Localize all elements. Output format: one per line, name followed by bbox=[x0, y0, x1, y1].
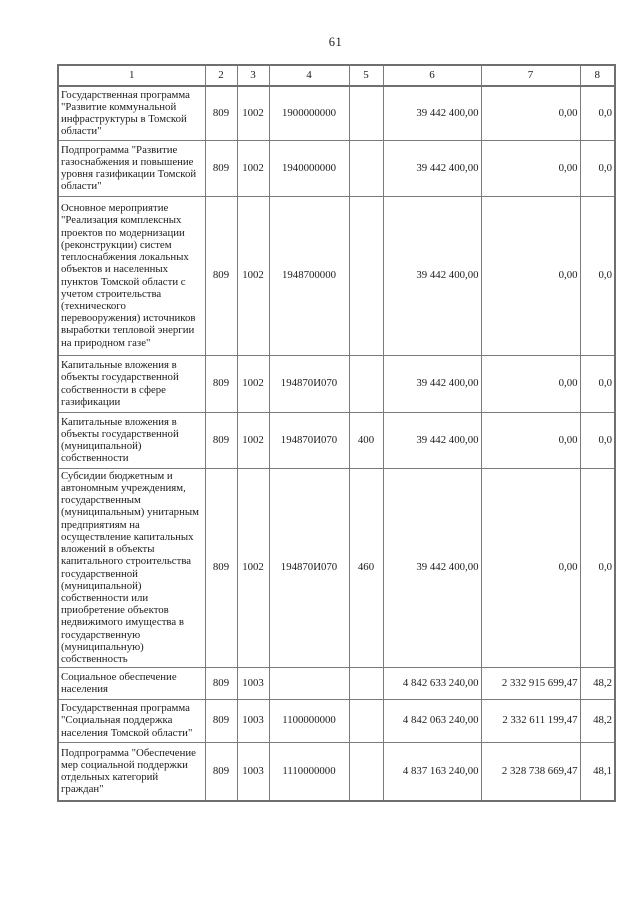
row-title-cell: Капитальные вложения в объекты государственной собственности в сфере газификации bbox=[58, 355, 205, 412]
cell-col3: 1003 bbox=[237, 742, 269, 801]
cell-col6: 39 442 400,00 bbox=[383, 412, 481, 468]
cell-col7: 0,00 bbox=[481, 468, 580, 667]
budget-table bbox=[57, 64, 616, 802]
cell-col2: 809 bbox=[205, 412, 237, 468]
cell-col6: 39 442 400,00 bbox=[383, 355, 481, 412]
cell-col5 bbox=[349, 355, 383, 412]
cell-col7: 2 332 611 199,47 bbox=[481, 699, 580, 742]
cell-col4: 194870И070 bbox=[269, 412, 349, 468]
header-col6: 6 bbox=[383, 65, 481, 86]
cell-col4: 1110000000 bbox=[269, 742, 349, 801]
row-title-cell: Капитальные вложения в объекты государственной (муниципальной) собственности bbox=[58, 412, 205, 468]
header-col8: 8 bbox=[580, 65, 615, 86]
cell-col5 bbox=[349, 699, 383, 742]
cell-col6: 39 442 400,00 bbox=[383, 86, 481, 140]
cell-col3: 1002 bbox=[237, 86, 269, 140]
table-row bbox=[58, 86, 615, 140]
cell-col6: 39 442 400,00 bbox=[383, 468, 481, 667]
cell-col3: 1002 bbox=[237, 355, 269, 412]
cell-col5 bbox=[349, 742, 383, 801]
cell-col5 bbox=[349, 667, 383, 699]
cell-col4: 1900000000 bbox=[269, 86, 349, 140]
cell-col5 bbox=[349, 140, 383, 196]
cell-col3: 1003 bbox=[237, 667, 269, 699]
cell-col5 bbox=[349, 86, 383, 140]
cell-col8: 0,0 bbox=[580, 355, 615, 412]
table-row bbox=[58, 667, 615, 699]
page-number: 61 bbox=[328, 35, 343, 49]
table-row bbox=[58, 355, 615, 412]
table-row bbox=[58, 468, 615, 667]
cell-col4: 1948700000 bbox=[269, 196, 349, 355]
cell-col8: 48,2 bbox=[580, 667, 615, 699]
cell-col7: 0,00 bbox=[481, 412, 580, 468]
cell-col2: 809 bbox=[205, 468, 237, 667]
cell-col2: 809 bbox=[205, 355, 237, 412]
row-title-cell: Основное мероприятие "Реализация комплексных проектов по модернизации (реконструкции) систем теплоснабжения локальных объектов и населенных пунктов Томской области с учетом строительства (технического перевооружения) источников выработки тепловой энергии на природном газе" bbox=[58, 196, 205, 355]
cell-col8: 0,0 bbox=[580, 196, 615, 355]
cell-col2: 809 bbox=[205, 196, 237, 355]
cell-col3: 1002 bbox=[237, 196, 269, 355]
table-row bbox=[58, 742, 615, 801]
cell-col7: 0,00 bbox=[481, 86, 580, 140]
header-col3: 3 bbox=[237, 65, 269, 86]
cell-col5: 400 bbox=[349, 412, 383, 468]
cell-col2: 809 bbox=[205, 140, 237, 196]
table-row bbox=[58, 196, 615, 355]
cell-col6: 4 842 063 240,00 bbox=[383, 699, 481, 742]
cell-col7: 2 332 915 699,47 bbox=[481, 667, 580, 699]
cell-col4 bbox=[269, 667, 349, 699]
cell-col4: 1940000000 bbox=[269, 140, 349, 196]
cell-col4: 194870И070 bbox=[269, 355, 349, 412]
header-col1: 1 bbox=[58, 65, 205, 86]
row-title-cell: Государственная программа "Социальная поддержка населения Томской области" bbox=[58, 699, 205, 742]
cell-col2: 809 bbox=[205, 86, 237, 140]
cell-col2: 809 bbox=[205, 699, 237, 742]
cell-col3: 1002 bbox=[237, 412, 269, 468]
table-header-row bbox=[58, 65, 615, 86]
header-col2: 2 bbox=[205, 65, 237, 86]
cell-col2: 809 bbox=[205, 667, 237, 699]
cell-col5: 460 bbox=[349, 468, 383, 667]
row-title-cell: Подпрограмма "Обеспечение мер социальной поддержки отдельных категорий граждан" bbox=[58, 742, 205, 801]
cell-col8: 0,0 bbox=[580, 468, 615, 667]
table-row bbox=[58, 699, 615, 742]
cell-col8: 48,1 bbox=[580, 742, 615, 801]
cell-col7: 2 328 738 669,47 bbox=[481, 742, 580, 801]
table-row bbox=[58, 140, 615, 196]
cell-col6: 39 442 400,00 bbox=[383, 196, 481, 355]
cell-col3: 1002 bbox=[237, 140, 269, 196]
header-col5: 5 bbox=[349, 65, 383, 86]
cell-col8: 0,0 bbox=[580, 412, 615, 468]
cell-col4: 1100000000 bbox=[269, 699, 349, 742]
cell-col6: 39 442 400,00 bbox=[383, 140, 481, 196]
row-title-cell: Государственная программа "Развитие коммунальной инфраструктуры в Томской области" bbox=[58, 86, 205, 140]
cell-col3: 1003 bbox=[237, 699, 269, 742]
row-title-cell: Субсидии бюджетным и автономным учреждениям, государственным (муниципальным) унитарным предприятиям на осуществление капитальных вложений в объекты капитального строительства государственной (муниципальной) собственности или приобретение объектов недвижимого имущества в государственную (муниципальную) собственность bbox=[58, 468, 205, 667]
cell-col6: 4 842 633 240,00 bbox=[383, 667, 481, 699]
header-col7: 7 bbox=[481, 65, 580, 86]
cell-col4: 194870И070 bbox=[269, 468, 349, 667]
table-row bbox=[58, 412, 615, 468]
cell-col2: 809 bbox=[205, 742, 237, 801]
cell-col6: 4 837 163 240,00 bbox=[383, 742, 481, 801]
cell-col7: 0,00 bbox=[481, 196, 580, 355]
cell-col8: 0,0 bbox=[580, 140, 615, 196]
cell-col8: 48,2 bbox=[580, 699, 615, 742]
cell-col7: 0,00 bbox=[481, 355, 580, 412]
cell-col7: 0,00 bbox=[481, 140, 580, 196]
cell-col3: 1002 bbox=[237, 468, 269, 667]
row-title-cell: Подпрограмма "Развитие газоснабжения и повышение уровня газификации Томской области" bbox=[58, 140, 205, 196]
row-title-cell: Социальное обеспечение населения bbox=[58, 667, 205, 699]
cell-col8: 0,0 bbox=[580, 86, 615, 140]
cell-col5 bbox=[349, 196, 383, 355]
header-col4: 4 bbox=[269, 65, 349, 86]
